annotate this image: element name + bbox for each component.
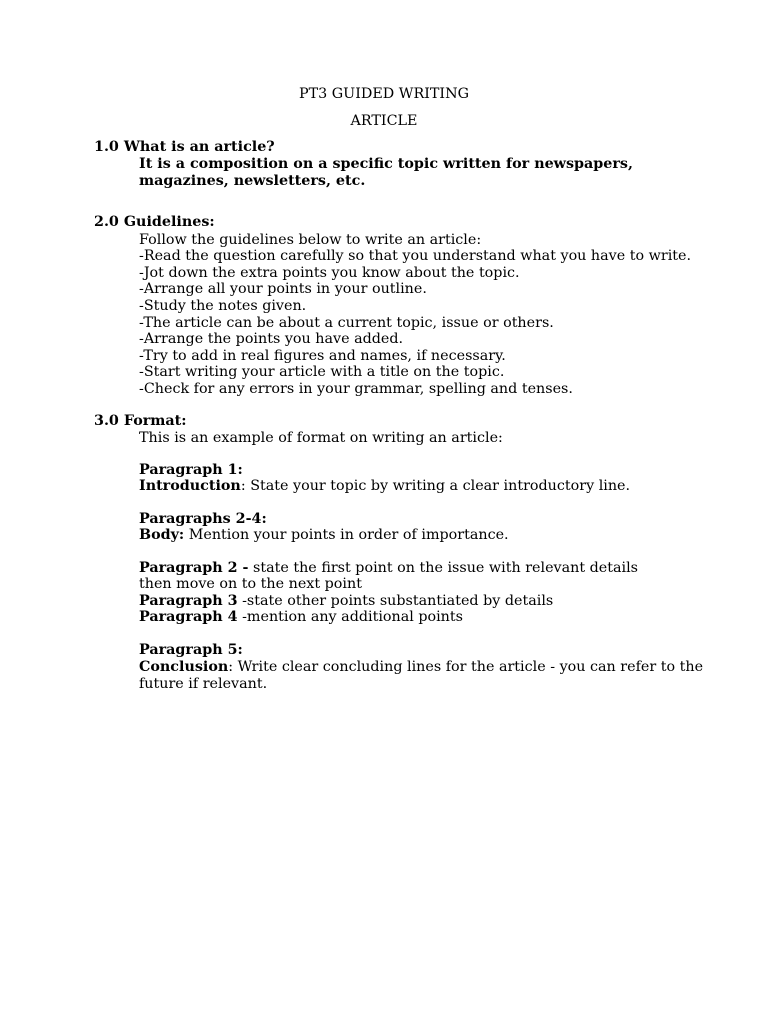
guideline-item: -The article can be about a current topic, issue or others. — [139, 315, 554, 331]
document-title: PT3 GUIDED WRITING — [298, 86, 470, 102]
guideline-item: -Read the question carefully so that you understand what you have to write. — [139, 248, 692, 264]
conclusion-label: Conclusion — [139, 659, 229, 675]
introduction-line — [139, 478, 630, 495]
paragraph2-continuation: then move on to the next point — [139, 576, 362, 592]
body-text: Mention your points in order of importance. — [184, 527, 509, 543]
guideline-item: -Arrange all your points in your outline. — [139, 281, 427, 297]
introduction-label: Introduction — [139, 478, 241, 494]
section2-heading: 2.0 Guidelines: — [94, 214, 215, 230]
section3-intro: This is an example of format on writing an article: — [139, 430, 503, 446]
conclusion-text: : Write clear concluding lines for the article - you can refer to the — [228, 659, 704, 675]
paragraph2-line — [139, 560, 638, 577]
guideline-item: -Jot down the extra points you know about the topic. — [139, 265, 520, 281]
paragraph4-label: Paragraph 4 — [139, 609, 238, 625]
conclusion-line — [139, 659, 703, 676]
paragraph1-heading: Paragraph 1: — [139, 462, 243, 478]
guideline-item: -Arrange the points you have added. — [139, 331, 404, 347]
paragraphs-2-4-heading: Paragraphs 2-4: — [139, 511, 267, 527]
document-subtitle: ARTICLE — [350, 113, 418, 129]
conclusion-continuation: future if relevant. — [139, 676, 268, 692]
paragraph2-label: Paragraph 2 - — [139, 560, 249, 576]
section3-heading: 3.0 Format: — [94, 413, 187, 429]
section1-line: It is a composition on a specific topic written for newspapers, — [139, 156, 633, 172]
paragraph2-text: state the first point on the issue with relevant details — [248, 560, 639, 576]
body-line — [139, 527, 509, 544]
guideline-item: -Start writing your article with a title on the topic. — [139, 364, 505, 380]
guideline-item: -Study the notes given. — [139, 298, 307, 314]
paragraph4-line — [139, 609, 463, 626]
section2-intro: Follow the guidelines below to write an article: — [139, 232, 482, 248]
section1-line: magazines, newsletters, etc. — [139, 173, 366, 189]
paragraph5-heading: Paragraph 5: — [139, 642, 243, 658]
paragraph3-label: Paragraph 3 — [139, 593, 238, 609]
paragraph3-line — [139, 593, 553, 610]
guideline-item: -Try to add in real figures and names, if necessary. — [139, 348, 506, 364]
paragraph4-text: -mention any additional points — [237, 609, 463, 625]
section1-heading: 1.0 What is an article? — [94, 139, 275, 155]
introduction-text: : State your topic by writing a clear introductory line. — [240, 478, 631, 494]
guideline-item: -Check for any errors in your grammar, spelling and tenses. — [139, 381, 573, 397]
paragraph3-text: -state other points substantiated by details — [237, 593, 554, 609]
body-label: Body: — [139, 527, 185, 543]
